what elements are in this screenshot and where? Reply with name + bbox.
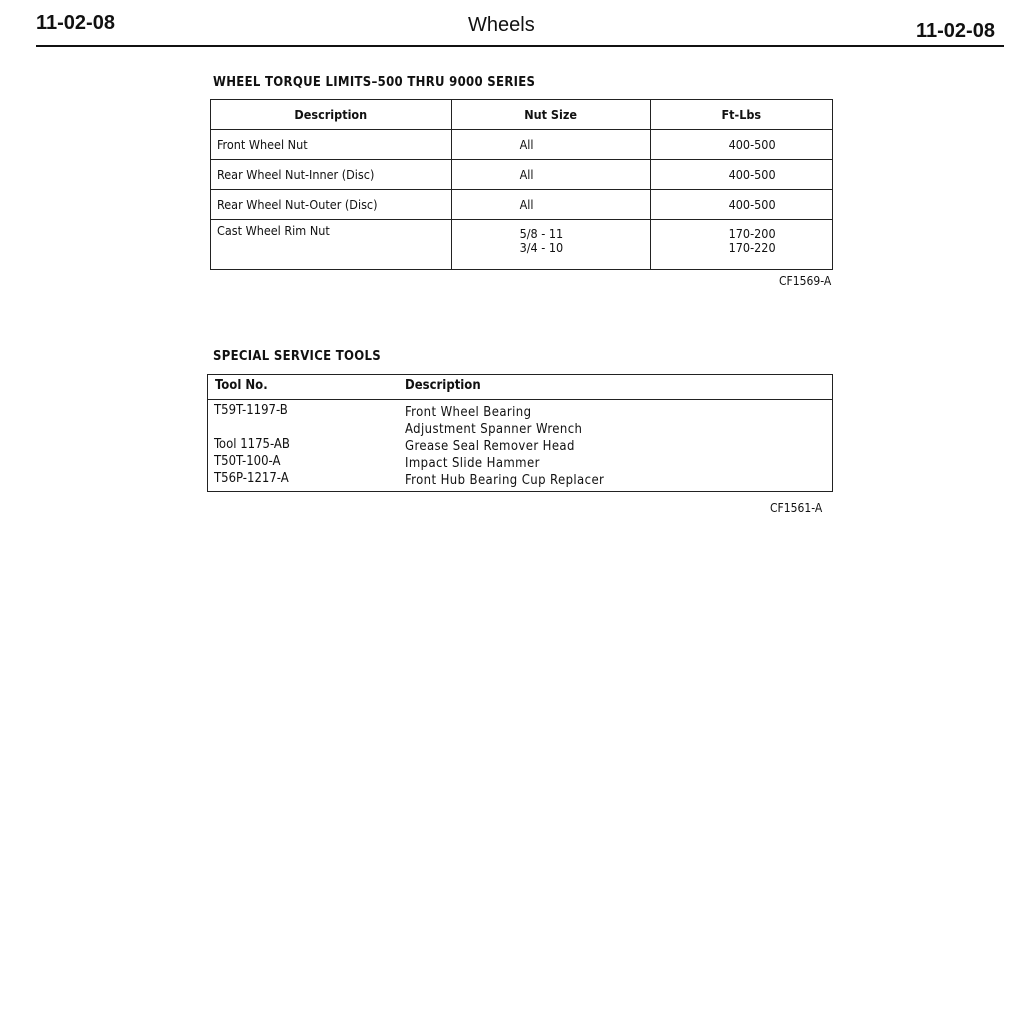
page-header <box>0 0 1033 60</box>
tool-number: T59T-1197-B <box>214 403 288 418</box>
torque-nut-size: All <box>451 190 650 220</box>
column-header-tool-no: Tool No. <box>215 378 268 393</box>
tools-table-header <box>208 375 832 400</box>
table-row <box>211 130 833 160</box>
tools-table-title: SPECIAL SERVICE TOOLS <box>213 349 381 364</box>
tool-number: Tool 1175-AB <box>214 437 290 452</box>
column-header-description: Description <box>405 378 481 393</box>
column-header-ft-lbs: Ft-Lbs <box>650 100 832 130</box>
table-row <box>211 190 833 220</box>
torque-table <box>210 99 833 270</box>
torque-description: Rear Wheel Nut-Inner (Disc) <box>211 160 452 190</box>
tools-table <box>207 374 833 492</box>
header-rule <box>36 45 1004 47</box>
column-header-description: Description <box>211 100 452 130</box>
torque-description: Front Wheel Nut <box>211 130 452 160</box>
torque-nut-size: All <box>451 130 650 160</box>
torque-table-title: WHEEL TORQUE LIMITS–500 THRU 9000 SERIES <box>213 75 536 90</box>
page-title: Wheels <box>468 14 535 36</box>
tool-description-line: Grease Seal Remover Head <box>405 439 575 454</box>
tool-description-line: Front Wheel Bearing <box>405 405 532 420</box>
tool-description-line: Adjustment Spanner Wrench <box>405 422 583 437</box>
torque-description: Cast Wheel Rim Nut <box>211 220 452 270</box>
ft-lbs-line: 170-220 <box>728 240 776 255</box>
table-row <box>211 220 833 270</box>
torque-nut-size <box>451 220 650 270</box>
column-header-nut-size: Nut Size <box>451 100 650 130</box>
torque-ft-lbs: 400-500 <box>650 190 832 220</box>
page-number-left: 11-02-08 <box>36 12 115 34</box>
tool-number: T56P-1217-A <box>214 471 289 486</box>
ft-lbs-line: 170-200 <box>728 226 776 241</box>
nut-size-line: 3/4 - 10 <box>519 240 564 255</box>
tool-description-line: Impact Slide Hammer <box>405 456 540 471</box>
torque-ft-lbs: 400-500 <box>650 160 832 190</box>
torque-table-header <box>211 100 833 130</box>
torque-nut-size: All <box>451 160 650 190</box>
page-number-right: 11-02-08 <box>916 20 995 42</box>
torque-description: Rear Wheel Nut-Outer (Disc) <box>211 190 452 220</box>
table-row <box>211 160 833 190</box>
torque-ft-lbs <box>650 220 832 270</box>
nut-size-line: 5/8 - 11 <box>519 226 564 241</box>
torque-figure-code: CF1569-A <box>779 274 832 288</box>
torque-ft-lbs: 400-500 <box>650 130 832 160</box>
tool-description <box>405 404 582 438</box>
tool-number: T50T-100-A <box>214 454 281 469</box>
tool-description-line: Front Hub Bearing Cup Replacer <box>405 473 605 488</box>
tools-figure-code: CF1561-A <box>770 501 823 515</box>
